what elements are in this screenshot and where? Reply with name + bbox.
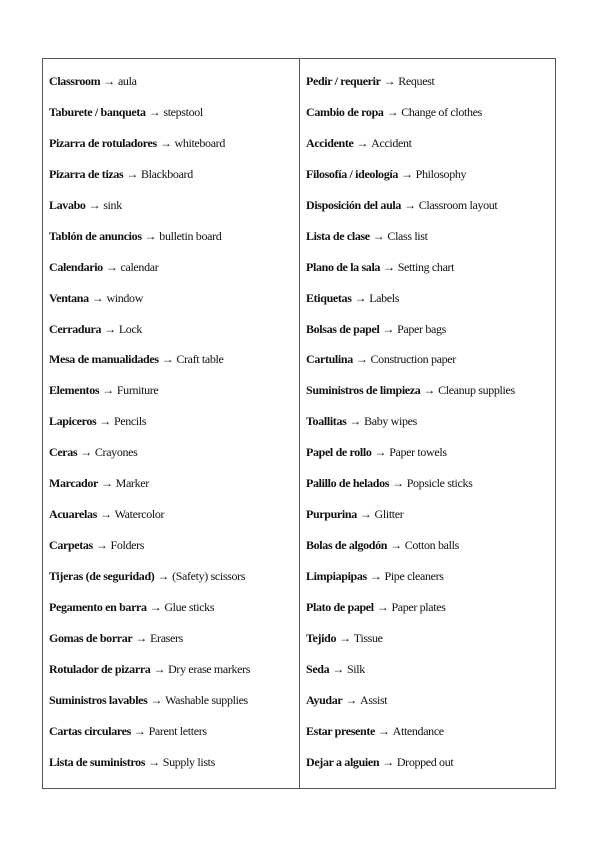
spanish-term: Ceras — [49, 445, 78, 460]
arrow-icon: → — [80, 445, 92, 460]
english-translation: Washable supplies — [165, 692, 248, 707]
spanish-term: Lista de suministros — [49, 754, 146, 769]
spanish-term: Pizarra de rotuladores — [49, 135, 157, 150]
english-translation: whiteboard — [174, 135, 225, 150]
arrow-icon: → — [126, 166, 139, 181]
english-translation: Folders — [110, 538, 145, 553]
vocab-entry — [49, 660, 299, 691]
english-translation: Philosophy — [415, 166, 467, 181]
spanish-term: Ventana — [49, 290, 89, 305]
vocab-entry — [306, 165, 555, 196]
english-translation: Marker — [115, 476, 149, 491]
vocab-entry — [306, 722, 555, 753]
arrow-icon: → — [339, 630, 351, 645]
english-translation: Cleanup supplies — [438, 383, 515, 398]
arrow-icon: → — [354, 290, 367, 305]
vocab-entry — [306, 474, 555, 505]
english-translation: Pencils — [113, 414, 147, 429]
arrow-icon: → — [423, 383, 436, 398]
arrow-icon: → — [392, 476, 404, 491]
spanish-term: Gomas de borrar — [49, 630, 133, 645]
english-translation: Tissue — [353, 630, 383, 645]
spanish-term: Limpiapipas — [306, 569, 367, 583]
vocab-entry — [49, 258, 299, 289]
vocab-entry — [306, 196, 555, 227]
vocab-entry — [306, 505, 555, 536]
vocab-entry — [306, 629, 555, 660]
spanish-term: Suministros de limpieza — [306, 383, 421, 398]
arrow-icon: → — [95, 538, 108, 553]
vocab-entry — [49, 103, 299, 134]
arrow-icon: → — [161, 352, 174, 367]
vocab-entry — [306, 753, 555, 784]
vocab-entry — [306, 443, 555, 474]
arrow-icon: → — [356, 135, 369, 150]
arrow-icon: → — [382, 321, 395, 336]
vocab-entry — [49, 474, 299, 505]
vocab-entry — [306, 412, 555, 443]
vocab-entry — [49, 598, 299, 629]
spanish-term: Papel de rollo — [306, 445, 372, 460]
vocab-entry — [49, 320, 299, 351]
arrow-icon: → — [99, 507, 112, 522]
vocab-entry — [306, 381, 555, 412]
arrow-icon: → — [149, 599, 162, 614]
english-translation: stepstool — [163, 104, 203, 119]
arrow-icon: → — [102, 383, 114, 398]
vocab-entry — [49, 381, 299, 412]
vocab-entry — [49, 165, 299, 196]
english-translation: Cotton balls — [404, 538, 459, 553]
arrow-icon: → — [159, 135, 172, 150]
spanish-term: Lapiceros — [49, 414, 97, 429]
english-translation: Paper bags — [397, 321, 446, 336]
arrow-icon: → — [99, 414, 111, 429]
vocab-entry — [306, 320, 555, 351]
english-translation: Popsicle sticks — [406, 476, 473, 491]
arrow-icon: → — [382, 754, 394, 769]
spanish-term: Dejar a alguien — [306, 754, 380, 769]
vocab-entry — [306, 660, 555, 691]
arrow-icon: → — [345, 692, 358, 707]
arrow-icon: → — [148, 754, 160, 769]
english-translation: Silk — [346, 661, 365, 676]
arrow-icon: → — [390, 538, 402, 553]
arrow-icon: → — [376, 599, 389, 614]
vocab-entry — [49, 350, 299, 381]
english-translation: Dry erase markers — [168, 661, 251, 676]
vocab-entry — [49, 443, 299, 474]
arrow-icon: → — [383, 74, 396, 88]
vocab-entry — [306, 227, 555, 258]
english-translation: Request — [398, 74, 435, 88]
vocab-entry — [306, 598, 555, 629]
spanish-term: Purpurina — [306, 507, 357, 522]
arrow-icon: → — [372, 228, 385, 243]
spanish-term: Carpetas — [49, 538, 93, 553]
english-translation: Class list — [387, 228, 428, 243]
arrow-icon: → — [383, 259, 395, 274]
spanish-term: Tablón de anuncios — [49, 228, 142, 243]
spanish-term: Lista de clase — [306, 228, 370, 243]
vocab-entry — [306, 350, 555, 381]
arrow-icon: → — [150, 692, 163, 707]
left-column — [43, 59, 299, 788]
english-translation: Labels — [369, 290, 400, 305]
english-translation: aula — [117, 74, 137, 88]
vocab-entry — [49, 722, 299, 753]
vocab-entry — [49, 289, 299, 320]
arrow-icon: → — [103, 74, 115, 88]
arrow-icon: → — [157, 569, 170, 583]
arrow-icon: → — [355, 352, 368, 367]
arrow-icon: → — [153, 661, 166, 676]
spanish-term: Palillo de helados — [306, 476, 390, 491]
right-column — [299, 59, 555, 788]
spanish-term: Seda — [306, 661, 330, 676]
vocab-entry — [306, 691, 555, 722]
arrow-icon: → — [404, 197, 416, 212]
vocab-entry — [49, 629, 299, 660]
vocab-entry — [49, 134, 299, 165]
spanish-term: Filosofía / ideología — [306, 166, 398, 181]
spanish-term: Tijeras (de seguridad) — [49, 569, 155, 583]
spanish-term: Rotulador de pizarra — [49, 661, 151, 676]
spanish-term: Bolsas de papel — [306, 321, 380, 336]
vocabulary-table — [42, 58, 556, 789]
english-translation: Blackboard — [141, 166, 193, 181]
english-translation: Setting chart — [397, 259, 455, 274]
arrow-icon: → — [374, 445, 387, 460]
english-translation: Supply lists — [162, 754, 215, 769]
spanish-term: Bolas de algodón — [306, 538, 388, 553]
spanish-term: Etiquetas — [306, 290, 352, 305]
spanish-term: Suministros lavables — [49, 692, 148, 707]
spanish-term: Toallitas — [306, 414, 347, 429]
arrow-icon: → — [386, 104, 399, 119]
english-translation: Glue sticks — [164, 599, 215, 614]
spanish-term: Disposición del aula — [306, 197, 402, 212]
vocab-entry — [49, 227, 299, 258]
english-translation: bulletin board — [159, 228, 222, 243]
english-translation: Assist — [360, 692, 388, 707]
vocab-entry — [49, 536, 299, 567]
english-translation: Paper towels — [389, 445, 447, 460]
english-translation: Baby wipes — [364, 414, 417, 429]
english-translation: (Safety) scissors — [172, 569, 246, 583]
spanish-term: Pegamento en barra — [49, 599, 147, 614]
arrow-icon: → — [148, 104, 161, 119]
spanish-term: Lavabo — [49, 197, 86, 212]
english-translation: Crayones — [94, 445, 138, 460]
arrow-icon: → — [88, 197, 101, 212]
arrow-icon: → — [144, 228, 157, 243]
english-translation: Pipe cleaners — [384, 569, 444, 583]
spanish-term: Cerradura — [49, 321, 102, 336]
english-translation: Dropped out — [396, 754, 454, 769]
spanish-term: Classroom — [49, 74, 101, 88]
spanish-term: Pizarra de tizas — [49, 166, 124, 181]
spanish-term: Cartulina — [306, 352, 353, 367]
spanish-term: Plano de la sala — [306, 259, 381, 274]
spanish-term: Ayudar — [306, 692, 343, 707]
vocab-entry — [49, 753, 299, 784]
spanish-term: Taburete / banqueta — [49, 104, 146, 119]
english-translation: window — [106, 290, 144, 305]
arrow-icon: → — [400, 166, 413, 181]
spanish-term: Cartas circulares — [49, 723, 131, 738]
english-translation: Paper plates — [391, 599, 446, 614]
vocab-entry — [306, 134, 555, 165]
vocab-entry — [49, 691, 299, 722]
english-translation: Accident — [371, 135, 412, 150]
arrow-icon: → — [104, 321, 116, 336]
vocab-entry — [306, 567, 555, 598]
vocab-entry — [306, 72, 555, 103]
arrow-icon: → — [369, 569, 382, 583]
spanish-term: Pedir / requerir — [306, 74, 381, 88]
vocab-entry — [306, 536, 555, 567]
english-translation: Craft table — [176, 352, 224, 367]
spanish-term: Tejido — [306, 630, 337, 645]
vocab-entry — [306, 103, 555, 134]
arrow-icon: → — [349, 414, 362, 429]
arrow-icon: → — [135, 630, 148, 645]
arrow-icon: → — [359, 507, 372, 522]
english-translation: Construction paper — [370, 352, 456, 367]
english-translation: Classroom layout — [418, 197, 498, 212]
english-translation: Parent letters — [148, 723, 207, 738]
vocab-entry — [306, 258, 555, 289]
spanish-term: Elementos — [49, 383, 100, 398]
vocab-entry — [49, 505, 299, 536]
arrow-icon: → — [133, 723, 146, 738]
english-translation: sink — [103, 197, 122, 212]
arrow-icon: → — [91, 290, 104, 305]
english-translation: Change of clothes — [401, 104, 482, 119]
vocab-entry — [49, 72, 299, 103]
vocab-entry — [49, 567, 299, 598]
english-translation: Watercolor — [114, 507, 165, 522]
arrow-icon: → — [105, 259, 118, 274]
english-translation: Erasers — [150, 630, 183, 645]
vocab-entry — [49, 196, 299, 227]
english-translation: Lock — [118, 321, 143, 336]
spanish-term: Marcador — [49, 476, 98, 491]
arrow-icon: → — [100, 476, 113, 491]
spanish-term: Plato de papel — [306, 599, 374, 614]
arrow-icon: → — [377, 723, 390, 738]
english-translation: Furniture — [116, 383, 159, 398]
arrow-icon: → — [332, 661, 344, 676]
vocab-entry — [306, 289, 555, 320]
spanish-term: Cambio de ropa — [306, 104, 384, 119]
english-translation: Attendance — [392, 723, 444, 738]
english-translation: calendar — [120, 259, 159, 274]
spanish-term: Estar presente — [306, 723, 375, 738]
english-translation: Glitter — [374, 507, 404, 522]
spanish-term: Mesa de manualidades — [49, 352, 159, 367]
vocab-entry — [49, 412, 299, 443]
spanish-term: Calendario — [49, 259, 103, 274]
spanish-term: Accidente — [306, 135, 354, 150]
spanish-term: Acuarelas — [49, 507, 97, 522]
